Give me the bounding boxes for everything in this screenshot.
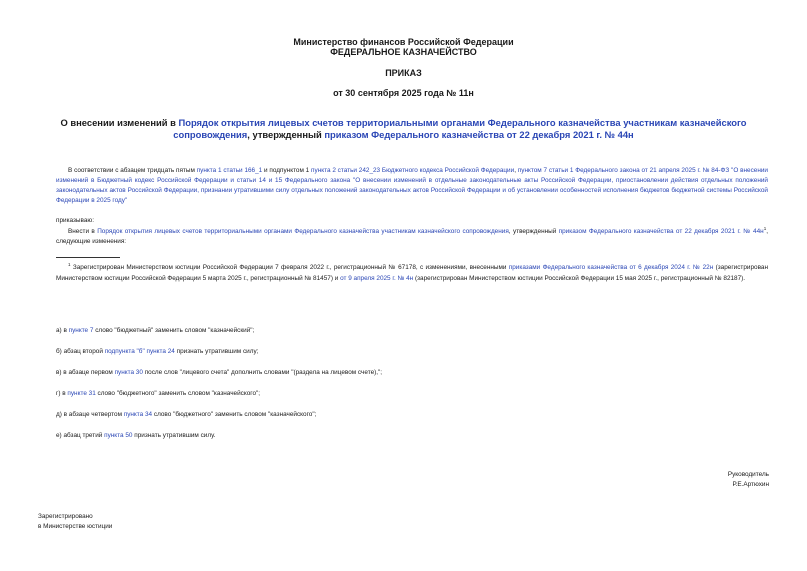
item-link[interactable]: пункта 30: [114, 369, 143, 376]
order-word: приказываю:: [56, 217, 94, 224]
intro-paragraph: [56, 227, 768, 247]
list-item: [56, 326, 254, 335]
footnote-ref[interactable]: 1: [763, 225, 767, 231]
footnote-divider: [56, 257, 120, 258]
doc-type: ПРИКАЗ: [385, 68, 422, 78]
title-link-order[interactable]: приказом Федерального казначейства от 22 декабря 2021 г. № 44н: [324, 129, 634, 140]
item-link[interactable]: подпункта "б" пункта 24: [104, 348, 175, 355]
list-item: [56, 431, 215, 440]
title-link-procedure[interactable]: Порядок открытия лицевых счетов территориальными органами Федерального казначейства участникам казначейского сопровождения: [173, 117, 747, 140]
item-text: а) в: [56, 327, 69, 334]
document-title: [30, 117, 777, 141]
preamble-paragraph: [56, 166, 768, 206]
list-item: [56, 410, 316, 419]
link-procedure[interactable]: Порядок открытия лицевых счетов территориальными органами Федерального казначейства участникам казначейского сопровождения: [97, 228, 509, 235]
item-text: е) абзац третий: [56, 432, 105, 439]
footnote-text: Зарегистрирован Министерством юстиции Российской Федерации 7 февраля 2022 г., регистрационный № 67178, с изменениями, внесенными: [70, 264, 509, 271]
intro-text: , утвержденный: [508, 228, 559, 235]
item-text: в) в абзаце первом: [56, 369, 115, 376]
footnote-text: (зарегистрирован Министерством юстиции Российской Федерации 5 марта 2025 г., регистрационный № 81457) и: [56, 264, 768, 282]
item-link[interactable]: пункте 7: [68, 327, 94, 334]
link-order-22n[interactable]: приказами Федерального казначейства от 6 декабря 2024 г. № 22н: [508, 264, 714, 271]
registration-line: Зарегистрировано: [38, 513, 93, 520]
ministry-name: Министерство финансов Российской Федерации: [293, 37, 514, 47]
signature-name: Р.Е.Артюхин: [732, 481, 769, 488]
list-item: [56, 389, 260, 398]
item-text: после слов "лицевого счета" дополнить словами "(раздела на лицевом счете),";: [142, 369, 383, 376]
item-text: признать утратившим силу.: [132, 432, 216, 439]
link-budget-code-166[interactable]: пункта 1 статьи 166_1: [196, 167, 263, 174]
item-text: слово "бюджетный" заменить словом "казначейский";: [93, 327, 255, 334]
signature-role: Руководитель: [727, 471, 769, 478]
preamble-text: и подпунктом 1: [262, 167, 312, 174]
footnote-number: 1: [68, 261, 71, 267]
item-text: д) в абзаце четвертом: [56, 411, 124, 418]
footnote-text: (зарегистрирован Министерством юстиции Российской Федерации 15 мая 2025 г., регистрационный № 82187).: [413, 275, 746, 282]
title-text: , утвержденный: [247, 129, 325, 140]
footnote: [56, 262, 768, 284]
intro-text: , следующие изменения:: [56, 228, 768, 245]
item-link[interactable]: пункта 34: [123, 411, 153, 418]
item-text: г) в: [56, 390, 68, 397]
intro-text: Внести в: [68, 228, 98, 235]
link-order-44n[interactable]: приказом Федерального казначейства от 22 декабря 2021 г. № 44н: [558, 228, 764, 235]
list-item: [56, 347, 258, 356]
doc-date-number: от 30 сентября 2025 года № 11н: [333, 88, 474, 98]
title-text: О внесении изменений в: [60, 117, 179, 128]
link-order-4n[interactable]: от 9 апреля 2025 г. № 4н: [340, 275, 414, 282]
registration-line: в Министерстве юстиции: [38, 523, 113, 530]
link-federal-law-84fz[interactable]: пунктом 7 статьи 1 Федерального закона от 21 апреля 2025 г. № 84-ФЗ "О внесении изменений в Бюджетный кодекс Российской Федерации и статьи 14 и 15 Федерального закона "О внесении изменений в отдельные законодательные акты Российской Федерации, приостановлении действия отдельных положений законодательных актов Российской Федерации, признании утратившими силу отдельных положений законодательных актов Российской Федерации и об установлении особенностей исполнения бюджетов бюджетной системы Российской Федерации в 2025 году": [56, 167, 768, 204]
preamble-text: В соответствии с абзацем тридцать пятым: [68, 167, 197, 174]
item-text: б) абзац второй: [56, 348, 105, 355]
item-text: признать утратившим силу;: [174, 348, 259, 355]
item-link[interactable]: пункте 31: [67, 390, 96, 397]
item-link[interactable]: пункта 50: [104, 432, 133, 439]
agency-name: ФЕДЕРАЛЬНОЕ КАЗНАЧЕЙСТВО: [330, 47, 477, 57]
item-text: слово "бюджетного" заменить словом "казначейского";: [152, 411, 317, 418]
item-text: слово "бюджетного" заменить словом "казначейского";: [95, 390, 261, 397]
list-item: [56, 368, 382, 377]
link-budget-code-242[interactable]: пункта 2 статьи 242_23 Бюджетного кодекса Российской Федерации: [311, 167, 515, 174]
preamble-text: ,: [514, 167, 518, 174]
